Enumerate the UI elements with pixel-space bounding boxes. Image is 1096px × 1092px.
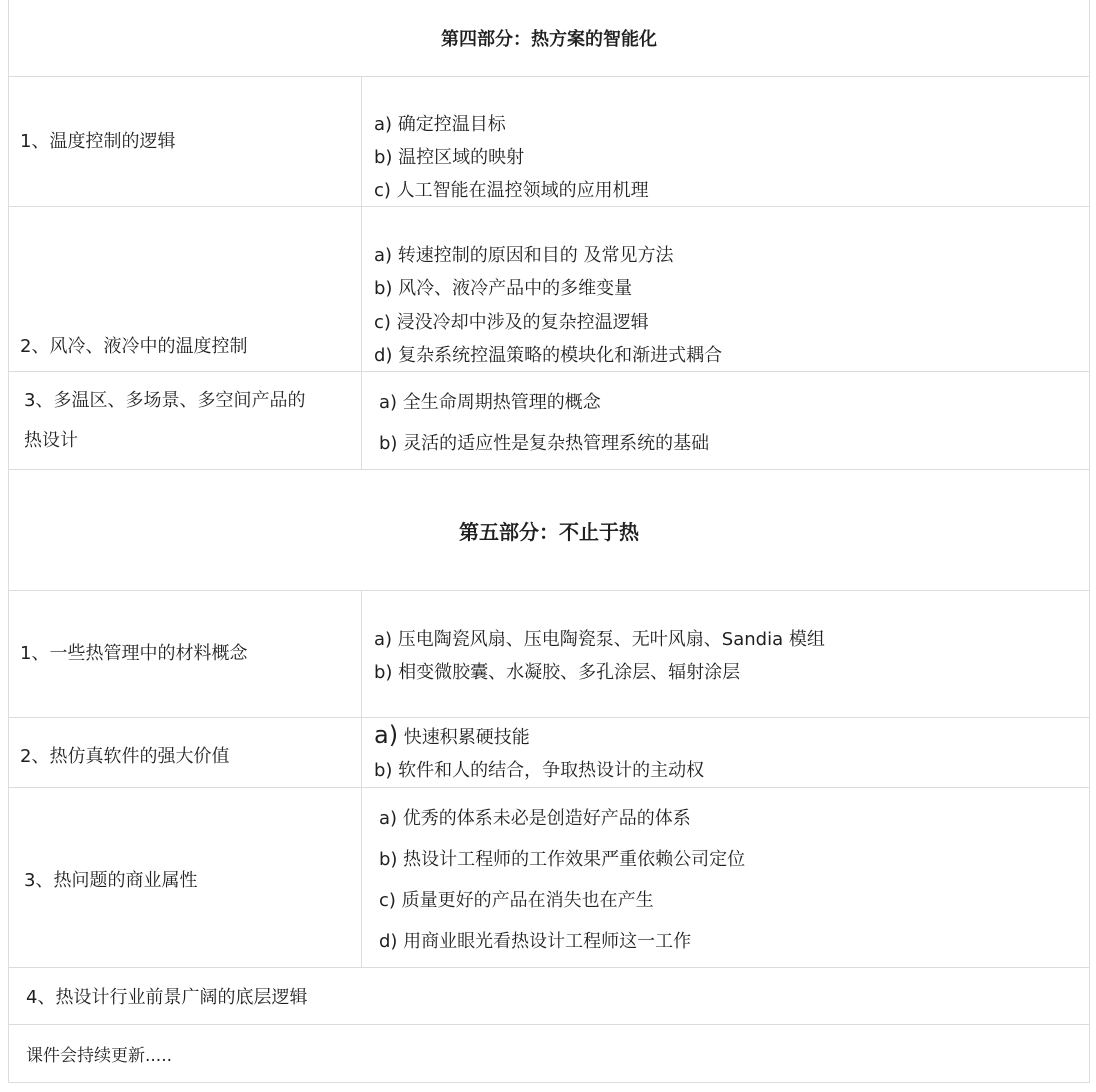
topic-label: 3、热问题的商业属性: [24, 869, 198, 891]
list-item: [374, 723, 530, 750]
row-topic: [8, 718, 362, 787]
list-item: d) 用商业眼光看热设计工程师这一工作: [379, 931, 692, 952]
topic-label-line2: 热设计: [24, 429, 78, 451]
list-item: d) 复杂系统控温策略的模块化和渐进式耦合: [374, 345, 723, 366]
list-item: b) 热设计工程师的工作效果严重依赖公司定位: [379, 849, 746, 870]
table-row: [8, 207, 1090, 372]
topic-label: 4、热设计行业前景广阔的底层逻辑: [26, 987, 308, 1008]
list-item: c) 人工智能在温控领域的应用机理: [374, 180, 649, 201]
list-item: b) 软件和人的结合，争取热设计的主动权: [374, 760, 705, 781]
topic-label: 2、热仿真软件的强大价值: [20, 745, 230, 767]
list-item: a) 压电陶瓷风扇、压电陶瓷泵、无叶风扇、Sandia 模组: [374, 629, 825, 650]
list-item: c) 质量更好的产品在消失也在产生: [379, 890, 654, 911]
part5-title-text: 第五部分：不止于热: [459, 519, 639, 544]
topic-label: 1、温度控制的逻辑: [20, 130, 176, 152]
list-item: a) 转速控制的原因和目的 及常见方法: [374, 245, 674, 266]
part4-title: [8, 0, 1090, 77]
table-row: [8, 591, 1090, 718]
row-topic: [8, 788, 362, 967]
row-items: [362, 591, 1090, 717]
table-row: [8, 372, 1090, 470]
list-item: b) 温控区域的映射: [374, 147, 525, 168]
part4-title-text: 第四部分：热方案的智能化: [441, 29, 657, 50]
row-items: [362, 788, 1090, 967]
list-item: a) 全生命周期热管理的概念: [379, 392, 601, 413]
part5-title: [8, 470, 1090, 591]
table-row: [8, 718, 1090, 788]
topic-label: 1、一些热管理中的材料概念: [20, 643, 248, 664]
list-item-marker: a): [374, 721, 399, 749]
row-topic: [8, 372, 362, 469]
table-row: [8, 77, 1090, 207]
list-item-text: 快速积累硬技能: [398, 727, 530, 748]
list-item: b) 风冷、液冷产品中的多维变量: [374, 278, 633, 299]
list-item: b) 相变微胶囊、水凝胶、多孔涂层、辐射涂层: [374, 662, 741, 683]
table-row: [8, 788, 1090, 968]
row-topic: [8, 77, 362, 206]
list-item: a) 确定控温目标: [374, 114, 506, 135]
row-items: [362, 718, 1090, 787]
footer-text: 课件会持续更新.....: [26, 1046, 173, 1066]
row-topic: [8, 591, 362, 717]
row-items: [362, 77, 1090, 206]
footer-note: [8, 1025, 1090, 1083]
row-items: [362, 207, 1090, 371]
list-item: a) 优秀的体系未必是创造好产品的体系: [379, 808, 691, 829]
table-row: [8, 968, 1090, 1025]
row-items: [362, 372, 1090, 469]
list-item: c) 浸没冷却中涉及的复杂控温逻辑: [374, 312, 649, 333]
topic-label: 2、风冷、液冷中的温度控制: [20, 336, 248, 357]
row-topic: [8, 207, 362, 371]
list-item: b) 灵活的适应性是复杂热管理系统的基础: [379, 433, 710, 454]
topic-label-line1: 3、多温区、多场景、多空间产品的: [24, 389, 306, 411]
